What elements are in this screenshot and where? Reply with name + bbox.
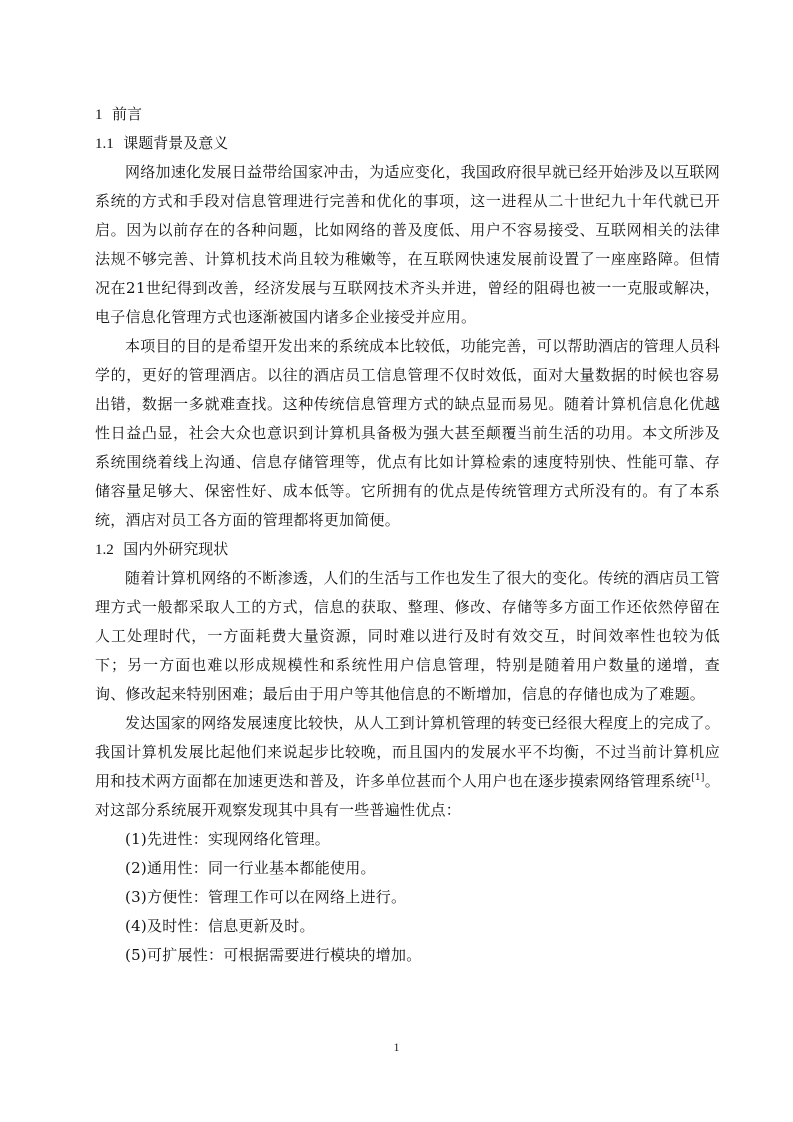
- list-item: (5)可扩展性：可根据需要进行模块的增加。: [125, 946, 422, 964]
- paragraph-text: 。对这部分系统展开观察发现其中具有一些普遍性优点：: [95, 772, 720, 819]
- section-number: 1.1: [95, 136, 114, 152]
- paragraph-developed-countries: [95, 709, 720, 825]
- section-title: 前言: [112, 105, 143, 123]
- list-item: (3)方便性：管理工作可以在网络上进行。: [125, 888, 407, 906]
- section-heading-1-1: [95, 129, 720, 158]
- paragraph-project-goal: 本项目的目的是希望开发出来的系统成本比较低，功能完善，可以帮助酒店的管理人员科学的，更好的管理酒店。以往的酒店员工信息管理不仅时效低，面对大量数据的时候也容易出错，数据一多就难查找。这种传统信息管理方式的缺点显而易见。随着计算机信息化优越性日益凸显，社会大众也意识到计算机具备极为强大甚至颠覆当前生活的功用。本文所涉及系统围绕着线上沟通、信息存储管理等，优点有比如计算检索的速度特别快、性能可靠、存储容量足够大、保密性好、成本低等。它所拥有的优点是传统管理方式所没有的。有了本系统，酒店对员工各方面的管理都将更加简便。: [95, 337, 720, 529]
- section-title: 国内外研究现状: [123, 540, 229, 558]
- section-number: 1: [95, 107, 103, 123]
- list-item: (1)先进性：实现网络化管理。: [125, 830, 330, 848]
- section-title: 课题背景及意义: [123, 134, 229, 152]
- list-item: (4)及时性：信息更新及时。: [125, 917, 315, 935]
- page-number: 1: [393, 1040, 400, 1054]
- advantages-list: [95, 825, 720, 970]
- paragraph-background: 网络加速化发展日益带给国家冲击，为适应变化，我国政府很早就已经开始涉及以互联网系统的方式和手段对信息管理进行完善和优化的事项，这一进程从二十世纪九十年代就已开启。因为以前存在的各种问题，比如网络的普及度低、用户不容易接受、互联网相关的法律法规不够完善、计算机技术尚且较为稚嫩等，在互联网快速发展前设置了一座座路障。但情况在21世纪得到改善，经济发展与互联网技术齐头并进，曾经的阻碍也被一一克服或解决，电子信息化管理方式也逐渐被国内诸多企业接受并应用。: [95, 163, 720, 326]
- list-item: (2)通用性：同一行业基本都能使用。: [125, 859, 376, 877]
- page-content: [95, 100, 720, 970]
- section-number: 1.2: [95, 542, 114, 558]
- section-heading-1-2: [95, 535, 720, 564]
- paragraph-research-status: 随着计算机网络的不断渗透，人们的生活与工作也发生了很大的变化。传统的酒店员工管理方式一般都采取人工的方式，信息的获取、整理、修改、存储等多方面工作还依然停留在人工处理时代，一方面耗费大量资源，同时难以进行及时有效交互，时间效率性也较为低下；另一方面也难以形成规模性和系统性用户信息管理，特别是随着用户数量的递增，查询、修改起来特别困难；最后由于用户等其他信息的不断增加，信息的存储也成为了难题。: [95, 569, 720, 703]
- section-heading-1: [95, 100, 720, 129]
- paragraph-text: 发达国家的网络发展速度比较快，从人工到计算机管理的转变已经很大程度上的完成了。我国计算机发展比起他们来说起步比较晚，而且国内的发展水平不均衡，不过当前计算机应用和技术两方面都在加速更迭和普及，许多单位甚而个人用户也在逐步摸索网络管理系统: [95, 714, 720, 790]
- citation-marker[interactable]: [1]: [691, 773, 705, 783]
